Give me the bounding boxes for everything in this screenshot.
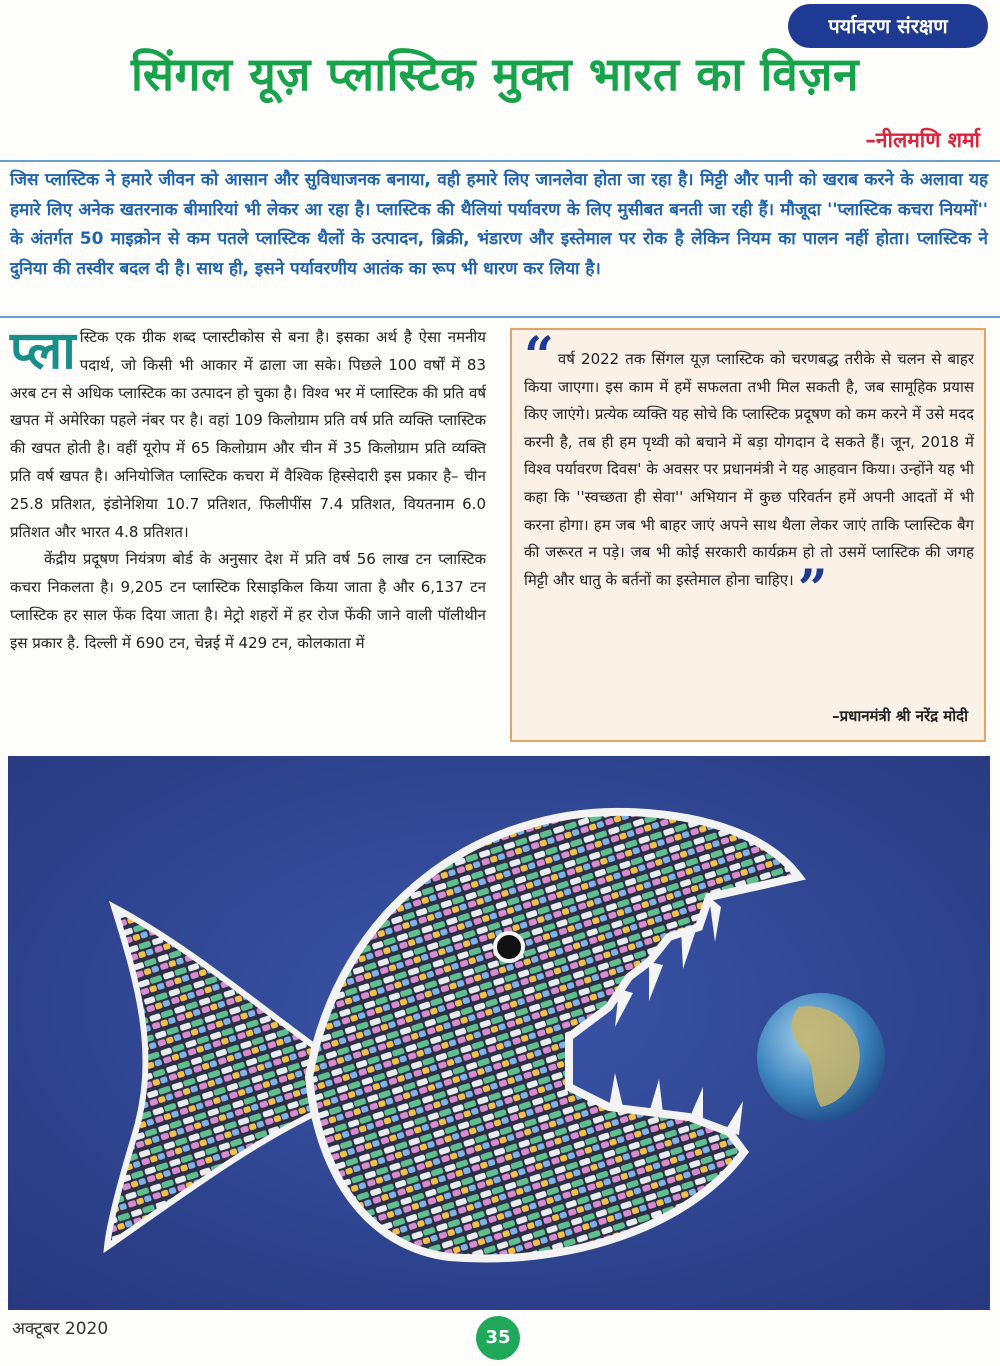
page-number: 35 — [476, 1316, 520, 1360]
article-title: सिंगल यूज़ प्लास्टिक मुक्त भारत का विज़न — [131, 47, 859, 101]
quote-text — [524, 326, 974, 620]
issue-date: अक्टूबर 2020 — [12, 1319, 109, 1339]
close-quote-icon: ” — [797, 558, 828, 620]
body-paragraph-2: केंद्रीय प्रदूषण नियंत्रण बोर्ड के अनुसार देश में प्रति वर्ष 56 लाख टन प्लास्टिक कचरा निकलता है। 9,205 टन प्लास्टिक रिसाइकिल किया जाता है और 6,137 टन प्लास्टिक हर साल फेंक दिया जाता है। मेट्रो शहरों में हर रोज फेंकी जाने वाली पॉलीथीन इस प्रकार है. दिल्ली में 690 टन, चेन्नई में 429 टन, कोलकाता में — [10, 550, 486, 652]
quote-box — [510, 328, 986, 742]
intro-bottom-rule — [0, 316, 1000, 318]
section-tag: पर्यावरण संरक्षण — [788, 4, 988, 48]
fish-eye — [495, 933, 523, 961]
plastic-fish-artwork — [8, 756, 990, 1310]
quote-attribution: –प्रधानमंत्री श्री नरेंद्र मोदी — [832, 707, 968, 725]
body-column — [10, 321, 486, 658]
quote-body: वर्ष 2022 तक सिंगल यूज़ प्लास्टिक को चरणबद्ध तरीके से चलन से बाहर किया जाएगा। इस काम में हमें सफलता तभी मिल सकती है, जब सामूहिक प्रयास किए जाएंगे। प्रत्येक व्यक्ति यह सोचे कि प्लास्टिक प्रदूषण को कम करने में उसे मदद करनी है, तब ही हम पृथ्वी को बचाने में बड़ा योगदान दे सकते हैं। जून, 2018 में विश्व पर्यावरण दिवस' के अवसर पर प्रधानमंत्री ने यह आहवान किया। उन्होंने यह भी कहा कि ''स्वच्छता ही सेवा'' अभियान में कुछ परिवर्तन हमें अपनी आदतों में भी करना होगा। हम जब भी बाहर जाएं अपने साथ थैला लेकर जाएं ताकि प्लास्टिक बैग की जरूरत न पड़े। जब भी कोई सरकारी कार्यक्रम हो तो उसमें प्लास्टिक की जगह मिट्टी और धातु के बर्तनों का इस्तेमाल होना चाहिए। — [524, 350, 974, 589]
intro-paragraph: जिस प्लास्टिक ने हमारे जीवन को आसान और सुविधाजनक बनाया, वही हमारे लिए जानलेवा होता जा रहा है। मिट्टी और पानी को खराब करने के अलावा यह हमारे लिए अनेक खतरनाक बीमारियां भी लेकर आ रहा है। प्लास्टिक की थैलियां पर्यावरण के लिए मुसीबत बनती जा रही हैं। मौजूदा ''प्लास्टिक कचरा नियमों'' के अंतर्गत 50 माइक्रोन से कम पतले प्लास्टिक थैलों के उत्पादन, ब्रिक्री, भंडारण और इस्तेमाल पर रोक है लेकिन नियम का पालन नहीं होता। प्लास्टिक ने दुनिया की तस्वीर बदल दी है। साथ ही, इसने पर्यावरणीय आतंक का रूप भी धारण कर लिया है। — [10, 170, 988, 279]
open-quote-icon: “ — [524, 326, 554, 387]
body-paragraph-1-text: स्टिक एक ग्रीक शब्द प्लास्टीकोस से बना है। इसका अर्थ है ऐसा नमनीय पदार्थ, जो किसी भी आकार में ढाला जा सके। पिछले 100 वर्षों में 83 अरब टन से अधिक प्लास्टिक का उत्पादन हो चुका है। विश्व भर में प्लास्टिक की प्रति वर्ष खपत में अमेरिका पहले नंबर पर है। वहां 109 किलोग्राम प्रति वर्ष प्रति व्यक्ति प्लास्टिक की खपत होती है। वहीं यूरोप में 65 किलोग्राम और चीन में 35 किलोग्राम प्रति व्यक्ति प्रति वर्ष खपत है। अनियोजित प्लास्टिक कचरा में वैश्विक हिस्सेदारी इस प्रकार है– चीन 25.8 प्रतिशत, इंडोनेशिया 10.7 प्रतिशत, फिलीपींस 7.4 प्रतिशत, वियतनाम 6.0 प्रतिशत और भारत 4.8 प्रतिशत। — [10, 328, 486, 541]
author-name: –नीलमणि शर्मा — [865, 128, 980, 152]
body-paragraph-1 — [10, 321, 486, 546]
intro-top-rule — [0, 160, 1000, 162]
dropcap: प्ला — [10, 321, 76, 381]
